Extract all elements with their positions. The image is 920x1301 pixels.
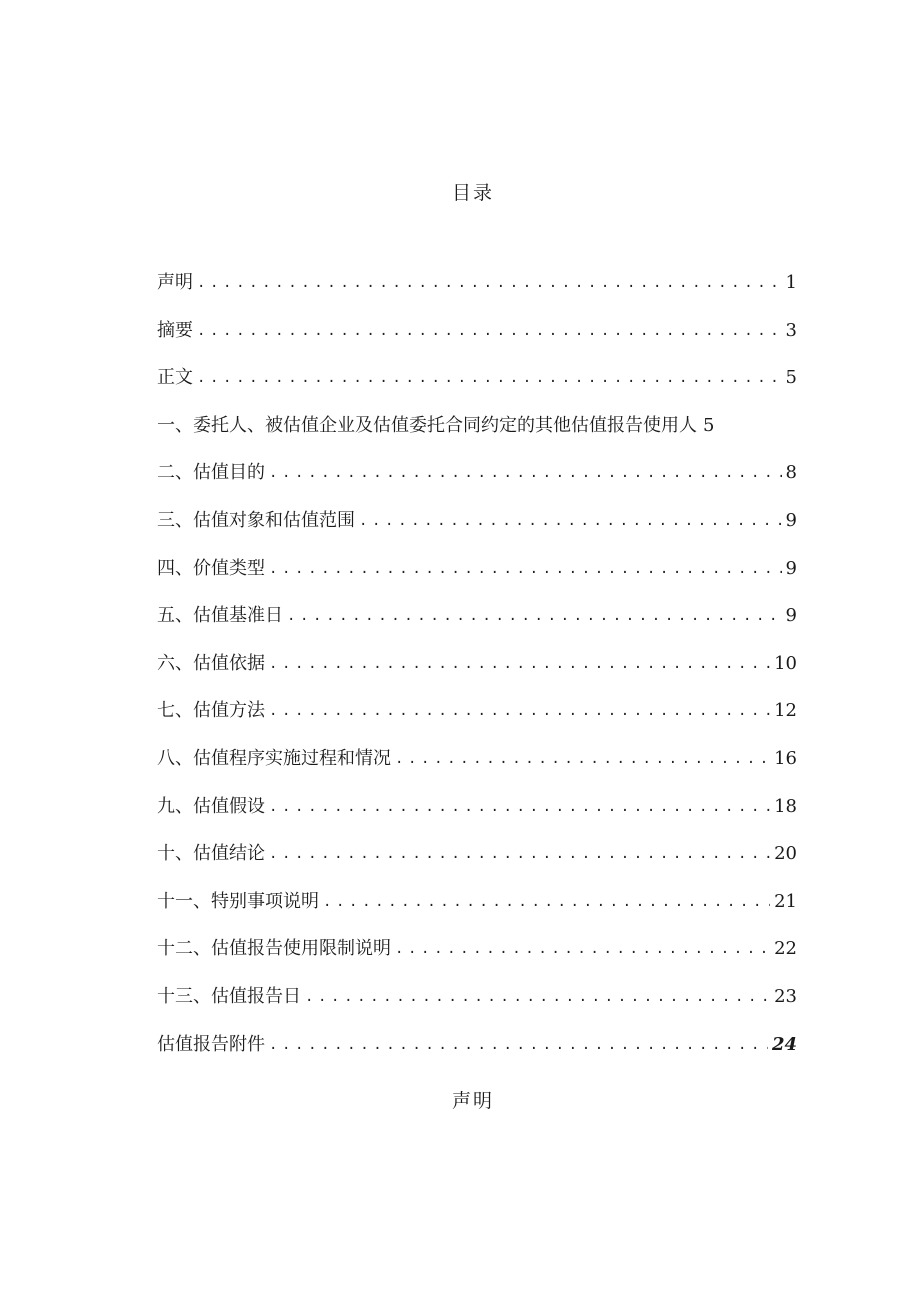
toc-leader-dots [197, 271, 782, 295]
toc-entry-label: 声明 [157, 272, 193, 293]
toc-entry-section-7[interactable] [157, 699, 797, 747]
toc-entry-page: 16 [774, 747, 797, 769]
toc-leader-dots [269, 699, 770, 723]
toc-entry-label: 四、价值类型 [157, 557, 265, 579]
toc-entry-label: 估值报告附件 [157, 1033, 265, 1055]
toc-entry-label: 一、委托人、被估值企业及估值委托合同约定的其他估值报告使用人 [157, 414, 697, 436]
toc-entry-appendix[interactable] [157, 1033, 797, 1081]
toc-entry-section-10[interactable] [157, 842, 797, 890]
toc-leader-dots [269, 461, 782, 485]
toc-entry-label: 摘要 [157, 319, 193, 341]
table-of-contents [157, 271, 797, 1080]
toc-leader-dots [197, 366, 782, 390]
toc-entry-page: 9 [785, 509, 797, 531]
toc-entry-page: 23 [774, 985, 797, 1007]
toc-entry-statement[interactable] [157, 271, 797, 319]
toc-entry-label: 二、估值目的 [157, 462, 265, 484]
toc-entry-section-2[interactable] [157, 461, 797, 509]
toc-entry-label: 八、估值程序实施过程和情况 [157, 747, 391, 769]
toc-entry-section-13[interactable] [157, 985, 797, 1033]
toc-entry-body[interactable] [157, 366, 797, 414]
toc-entry-page: 5 [785, 367, 797, 389]
toc-leader-dots [269, 1033, 768, 1057]
toc-leader-dots [269, 842, 770, 866]
toc-entry-page: 1 [785, 272, 797, 293]
toc-leader-dots [269, 557, 782, 581]
toc-entry-page: 9 [785, 557, 797, 579]
section-heading-statement: 声明 [451, 1090, 494, 1112]
toc-entry-section-4[interactable] [157, 557, 797, 605]
toc-entry-page: 18 [774, 795, 797, 817]
toc-leader-dots [197, 319, 782, 343]
toc-leader-dots [287, 604, 782, 628]
toc-entry-page: 20 [774, 843, 797, 865]
toc-entry-section-6[interactable] [157, 652, 797, 700]
toc-entry-section-9[interactable] [157, 795, 797, 843]
toc-leader-dots [269, 795, 770, 819]
toc-entry-label: 十三、估值报告日 [157, 985, 301, 1007]
toc-entry-section-8[interactable] [157, 747, 797, 795]
toc-entry-label: 九、估值假设 [157, 795, 265, 817]
toc-entry-summary[interactable] [157, 319, 797, 367]
toc-entry-label: 正文 [157, 367, 193, 389]
toc-entry-page: 24 [771, 1033, 797, 1055]
toc-leader-dots [323, 890, 770, 914]
toc-leader-dots [359, 509, 782, 533]
toc-leader-dots [269, 652, 770, 676]
toc-entry-section-1[interactable] [157, 414, 797, 462]
toc-entry-label: 十二、估值报告使用限制说明 [157, 938, 391, 960]
toc-title: 目录 [451, 182, 494, 204]
toc-entry-section-5[interactable] [157, 604, 797, 652]
toc-leader-dots [395, 937, 770, 961]
toc-leader-dots [305, 985, 770, 1009]
toc-entry-page: 10 [774, 652, 797, 674]
toc-entry-page: 21 [774, 890, 797, 912]
toc-entry-page: 5 [703, 414, 715, 436]
toc-leader-dots [395, 747, 770, 771]
toc-entry-label: 五、估值基准日 [157, 605, 283, 627]
toc-entry-label: 六、估值依据 [157, 652, 265, 674]
toc-entry-page: 8 [785, 462, 797, 484]
toc-entry-page: 12 [774, 700, 797, 722]
toc-entry-label: 十、估值结论 [157, 843, 265, 865]
toc-entry-label: 七、估值方法 [157, 700, 265, 722]
toc-entry-page: 9 [785, 605, 797, 627]
toc-entry-label: 十一、特别事项说明 [157, 890, 319, 912]
toc-entry-section-12[interactable] [157, 937, 797, 985]
toc-entry-label: 三、估值对象和估值范围 [157, 509, 355, 531]
toc-entry-section-3[interactable] [157, 509, 797, 557]
toc-entry-page: 3 [785, 319, 797, 341]
toc-entry-page: 22 [774, 938, 797, 960]
toc-entry-section-11[interactable] [157, 890, 797, 938]
